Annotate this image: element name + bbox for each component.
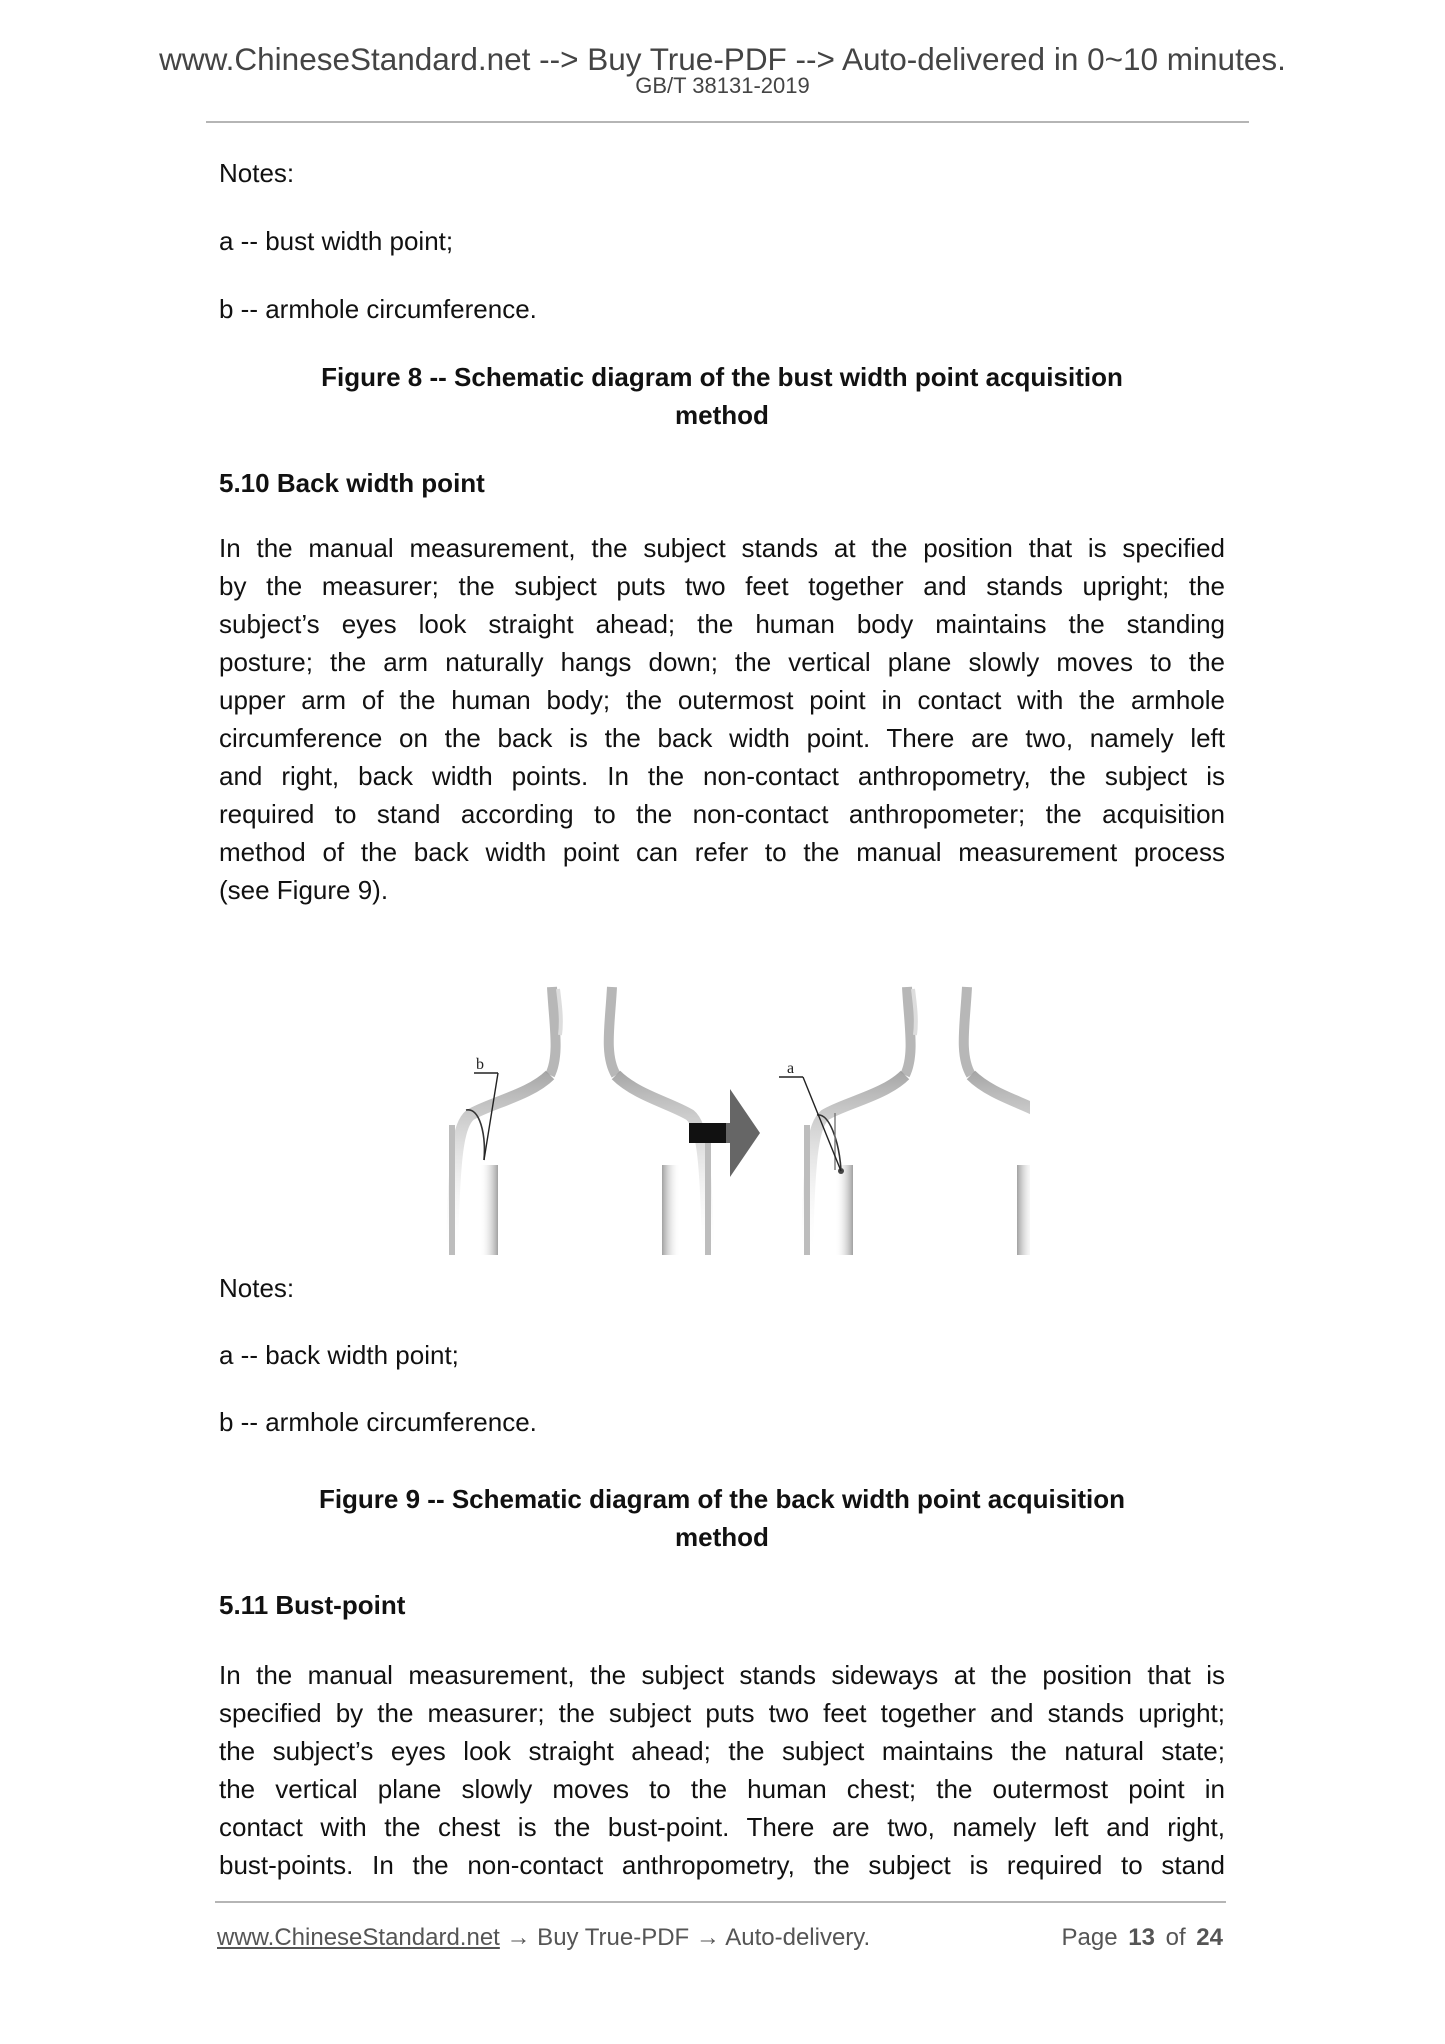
figure9-label-b: b xyxy=(476,1056,484,1073)
paragraph-line: subject’s eyes look straight ahead; the human body maintains the standing xyxy=(219,609,1225,639)
paragraph-line: contact with the chest is the bust-point. There are two, namely left and right, xyxy=(219,1812,1225,1842)
page-total: 24 xyxy=(1196,1924,1223,1951)
paragraph-line: In the manual measurement, the subject stands sideways at the position that is xyxy=(219,1660,1225,1690)
header-banner: www.ChineseStandard.net --> Buy True-PDF --> Auto-delivered in 0~10 minutes. xyxy=(159,41,1286,77)
paragraph-line: posture; the arm naturally hangs down; the vertical plane slowly moves to the xyxy=(219,647,1225,677)
paragraph-line: and right, back width points. In the non-contact anthropometry, the subject is xyxy=(219,761,1225,791)
figure9-caption-line1: Figure 9 -- Schematic diagram of the back width point acquisition xyxy=(318,1484,1126,1514)
section-5-11-paragraph xyxy=(219,1656,1225,1884)
back-torso-right xyxy=(779,987,1030,1255)
standard-id: GB/T 38131-2019 xyxy=(635,73,810,98)
paragraph-line: (see Figure 9). xyxy=(219,875,389,905)
header-divider xyxy=(206,121,1249,123)
figure8-caption-line2: method xyxy=(675,400,769,430)
back-torso-left xyxy=(452,987,708,1255)
footer-promo-text: → Buy True-PDF → Auto-delivery. xyxy=(499,1924,871,1951)
footer-promo xyxy=(217,1922,870,1954)
figure9-note-a: a -- back width point; xyxy=(219,1340,459,1370)
figure9-notes-title: Notes: xyxy=(219,1273,295,1303)
paragraph-line: bust-points. In the non-contact anthropometry, the subject is required to stand xyxy=(219,1850,1225,1880)
footer-site-link[interactable]: www.ChineseStandard.net xyxy=(217,1924,500,1951)
figure9-label-a: a xyxy=(787,1060,795,1077)
figure9-note-b: b -- armhole circumference. xyxy=(219,1407,537,1437)
paragraph-line: by the measurer; the subject puts two feet together and stands upright; the xyxy=(219,571,1225,601)
figure9-caption-line2: method xyxy=(675,1522,769,1552)
section-5-11-heading: 5.11 Bust-point xyxy=(219,1590,406,1620)
page-indicator xyxy=(1062,1922,1224,1954)
paragraph-line: upper arm of the human body; the outermost point in contact with the armhole xyxy=(219,685,1225,715)
figure8-caption-line1: Figure 8 -- Schematic diagram of the bust width point acquisition xyxy=(321,362,1123,392)
paragraph-line: circumference on the back is the back width point. There are two, namely left xyxy=(219,723,1225,753)
paragraph-line: required to stand according to the non-contact anthropometer; the acquisition xyxy=(219,799,1225,829)
paragraph-line: method of the back width point can refer to the manual measurement process xyxy=(219,837,1225,867)
paragraph-line: the subject’s eyes look straight ahead; the subject maintains the natural state; xyxy=(219,1736,1225,1766)
figure8-notes-title: Notes: xyxy=(219,158,295,188)
page-label: Page xyxy=(1061,1924,1118,1951)
figure8-note-a: a -- bust width point; xyxy=(219,226,454,256)
page-current: 13 xyxy=(1128,1924,1155,1951)
figure9-illustration xyxy=(430,965,1030,1265)
figure8-note-b: b -- armhole circumference. xyxy=(219,294,537,324)
paragraph-line: the vertical plane slowly moves to the human chest; the outermost point in xyxy=(219,1774,1225,1804)
footer-divider xyxy=(215,1901,1226,1903)
paragraph-line: specified by the measurer; the subject puts two feet together and stands upright; xyxy=(219,1698,1225,1728)
section-5-10-heading: 5.10 Back width point xyxy=(219,468,485,498)
of-label: of xyxy=(1165,1924,1186,1951)
section-5-10-paragraph xyxy=(219,529,1225,909)
paragraph-line: In the manual measurement, the subject stands at the position that is specified xyxy=(219,533,1225,563)
